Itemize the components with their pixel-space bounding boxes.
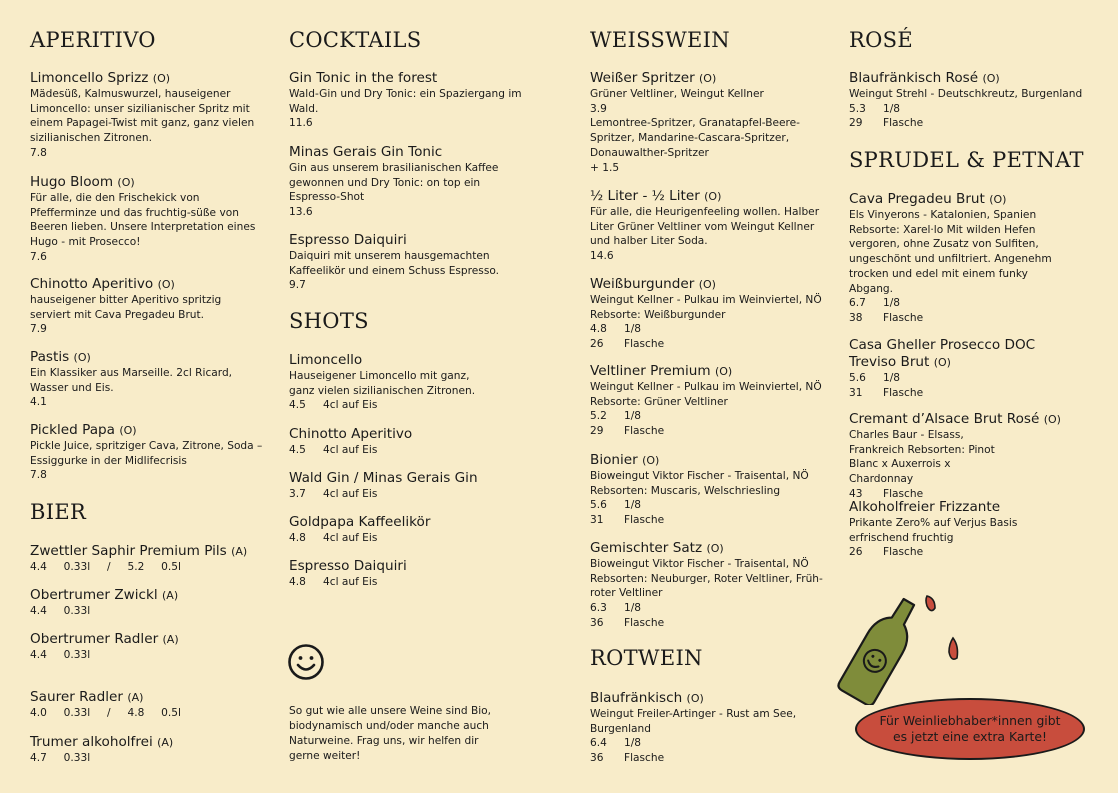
item-tag: (O): [714, 365, 733, 378]
item-description: Pickle Juice, spritziger Cava, Zitrone, Soda – Essiggurke in der Midlifecrisis: [30, 440, 263, 467]
menu-item: [590, 188, 830, 264]
glass-unit: 1/8: [624, 602, 642, 615]
item-description: Weingut Freiler-Artinger - Rust am See, Burgenland: [590, 708, 797, 735]
bottle-unit: Flasche: [624, 338, 665, 351]
bottle-price: 31: [849, 386, 863, 399]
item-tag: (O): [152, 72, 171, 85]
item-name: ½ Liter - ½ Liter: [590, 188, 700, 204]
item-price: 11.6: [289, 117, 313, 130]
item-name: Chinotto Aperitivo: [289, 426, 413, 442]
wine-bottle-illustration: [835, 590, 975, 705]
item-size: 4cl auf Eis: [323, 399, 378, 412]
menu-item: [30, 689, 265, 721]
item-tag: (O): [119, 424, 137, 437]
item-tag: (O): [704, 190, 722, 203]
glass-price: 5.6: [590, 499, 607, 512]
item-description: Für alle, die Heurigenfeeling wollen. Halber Liter Grüner Veltliner vom Weingut Kellner und halber Liter Soda.: [590, 206, 820, 248]
section-title-bier: BIER: [30, 500, 87, 524]
item-tag: (O): [933, 356, 951, 369]
item-name: Goldpapa Kaffeelikör: [289, 514, 431, 530]
item-name: Espresso Daiquiri: [289, 558, 407, 574]
menu-item: [849, 499, 1094, 560]
menu-item: [289, 426, 529, 458]
menu-item: [849, 337, 1094, 400]
item-price: 4.1: [30, 396, 47, 409]
item-name: Zwettler Saphir Premium Pils: [30, 543, 227, 559]
menu-item: [30, 587, 265, 619]
bottle-price: 29: [849, 117, 863, 130]
item-description: Ein Klassiker aus Marseille. 2cl Ricard, Wasser und Eis.: [30, 367, 233, 394]
item-tag: (A): [162, 589, 179, 602]
menu-item: [289, 144, 529, 220]
glass-unit: 1/8: [883, 102, 901, 115]
item-description: Els Vinyerons - Katalonien, Spanien Rebsorte: Xarel·lo Mit wilden Hefen vergoren, ohne Zusatz von Sulfiten, ungeschönt und unfiltriert. Angenehm trocken und edel mit einem funky Abgang.: [849, 209, 1052, 295]
item-tag: (O): [698, 278, 716, 291]
menu-item: [590, 70, 830, 175]
bottle-price: 36: [590, 752, 604, 765]
glass-unit: 1/8: [624, 410, 642, 423]
item-tag: (O): [989, 193, 1007, 206]
menu-item: [849, 411, 1094, 502]
glass-price: 4.8: [590, 323, 607, 336]
item-name: Hugo Bloom: [30, 174, 114, 190]
item-description: Mädesüß, Kalmuswurzel, hauseigener Limoncello: unser sizilianischer Spritz mit einem Papagei-Twist mit ganz, ganz vielen sizilianischen Zitronen.: [30, 88, 255, 145]
item-size: 4cl auf Eis: [323, 444, 378, 456]
item-description: Weingut Kellner - Pulkau im Weinviertel, NÖ: [590, 294, 822, 306]
bottle-unit: Flasche: [883, 546, 924, 559]
glass-price: 6.4: [590, 737, 607, 750]
item-price: 4.4 0.33l / 5.2 0.5l: [30, 561, 181, 573]
glass-price: 5.3: [849, 102, 866, 115]
menu-item: [289, 70, 529, 131]
section-title-weisswein: WEISSWEIN: [590, 28, 730, 52]
wine-card-callout: [855, 698, 1085, 760]
item-name: Alkoholfreier Frizzante: [849, 499, 1001, 515]
glass-unit: 1/8: [624, 499, 642, 512]
menu-item: [289, 514, 529, 546]
item-size: 4cl auf Eis: [323, 488, 378, 500]
item-description: Wald-Gin und Dry Tonic: ein Spaziergang im Wald.: [289, 88, 522, 115]
item-price: 13.6: [289, 206, 313, 219]
item-price: 3.7: [289, 488, 306, 500]
menu-item: [30, 70, 265, 161]
item-name: Obertrumer Radler: [30, 631, 159, 647]
item-name: Blaufränkisch: [590, 690, 683, 706]
bottle-unit: Flasche: [624, 616, 665, 629]
glass-price: 6.7: [849, 297, 866, 310]
bottle-unit: Flasche: [883, 386, 924, 399]
item-name: Veltliner Premium: [590, 363, 711, 379]
item-price: 9.7: [289, 279, 306, 292]
menu-item: [289, 352, 529, 413]
section-title-sprudel: SPRUDEL & PETNAT: [849, 148, 1084, 172]
item-tag: (O): [642, 454, 660, 467]
menu-item: [289, 232, 529, 293]
item-tag: (O): [982, 72, 1000, 85]
menu-item: [30, 631, 265, 663]
item-tag: (A): [157, 736, 174, 749]
bottle-price: 29: [590, 425, 604, 438]
glass-unit: 1/8: [883, 372, 901, 384]
item-size: 4cl auf Eis: [323, 576, 378, 588]
item-tag: (O): [73, 351, 91, 364]
bottle-unit: Flasche: [883, 117, 924, 130]
item-description: Gin aus unserem brasilianischen Kaffee gewonnen und Dry Tonic: on top ein Espresso-Shot: [289, 162, 499, 204]
item-description: Für alle, die den Frischekick von Pfefferminze und das fruchtig-süße von Beeren lieben. Unsere Interpretation eines Hugo - mit Prosecco!: [30, 192, 256, 249]
menu-item: [30, 543, 265, 575]
menu-item: [590, 452, 830, 528]
item-name: Trumer alkoholfrei: [30, 734, 153, 750]
menu-item: [849, 70, 1094, 131]
menu-item: [289, 470, 529, 502]
menu-item: [30, 174, 265, 265]
item-name: Gin Tonic in the forest: [289, 70, 438, 86]
item-description: Charles Baur - Elsass, Frankreich Rebsorten: Pinot Blanc x Auxerrois x Chardonnay: [849, 429, 995, 486]
glass-unit: 1/8: [624, 737, 642, 750]
item-description: Bioweingut Viktor Fischer - Traisental, NÖ: [590, 558, 809, 570]
item-description: hauseigener bitter Aperitivo spritzig serviert mit Cava Pregadeu Brut.: [30, 294, 222, 321]
item-tag: (O): [706, 542, 724, 555]
menu-item: [30, 276, 265, 337]
glass-price: 5.2: [590, 410, 607, 423]
item-description-extra: Lemontree-Spritzer, Granatapfel-Beere-Spritzer, Mandarine-Cascara-Spritzer, Donauwalther-Spritzer: [590, 117, 800, 159]
item-price: 7.8: [30, 146, 47, 159]
item-name: Weißburgunder: [590, 276, 695, 292]
item-name: Espresso Daiquiri: [289, 232, 407, 248]
section-title-shots: SHOTS: [289, 309, 369, 333]
item-tag: (O): [1043, 413, 1061, 426]
menu-item: [590, 690, 830, 766]
item-price: 4.8: [289, 532, 306, 544]
item-name: Limoncello: [289, 352, 363, 368]
item-price: 7.8: [30, 469, 47, 482]
menu-item: [30, 349, 265, 410]
item-tag: (A): [162, 633, 179, 646]
bottle-unit: Flasche: [624, 514, 665, 527]
item-name: Cremant d’Alsace Brut Rosé: [849, 411, 1040, 427]
item-price: 7.9: [30, 323, 47, 336]
bottle-price: 38: [849, 311, 863, 324]
item-name: Saurer Radler: [30, 689, 123, 705]
item-price: 4.4 0.33l: [30, 605, 91, 617]
glass-unit: 1/8: [624, 323, 642, 336]
section-title-rose: ROSÉ: [849, 28, 913, 52]
smiley-icon: [287, 643, 327, 683]
menu-item: [590, 540, 830, 631]
item-name: Gemischter Satz: [590, 540, 703, 556]
item-price: 3.9: [590, 102, 607, 115]
bio-note: So gut wie alle unsere Weine sind Bio, biodynamisch und/oder manche auch Naturweine. Frag uns, wir helfen dir gerne weiter!: [289, 705, 492, 762]
item-description: Weingut Strehl - Deutschkreutz, Burgenland: [849, 88, 1083, 100]
item-name: Casa Gheller Prosecco DOC Treviso Brut: [849, 337, 1036, 370]
item-grape: Rebsorte: Weißburgunder: [590, 308, 726, 321]
item-name: Obertrumer Zwickl: [30, 587, 158, 603]
item-price: 7.6: [30, 250, 47, 263]
wine-card-callout-text: Für Weinliebhaber*innen gibt es jetzt eine extra Karte!: [879, 713, 1061, 744]
item-name: Cava Pregadeu Brut: [849, 191, 985, 207]
item-description: Bioweingut Viktor Fischer - Traisental, NÖ: [590, 470, 809, 482]
menu-item: [849, 191, 1094, 326]
menu-item: [30, 422, 265, 483]
item-description: Hauseigener Limoncello mit ganz, ganz vielen sizilianischen Zitronen.: [289, 370, 476, 397]
item-price: 4.4 0.33l: [30, 649, 91, 661]
item-name: Limoncello Sprizz: [30, 70, 149, 86]
item-price: 4.5: [289, 399, 306, 412]
glass-price: 6.3: [590, 602, 607, 615]
item-tag: (A): [127, 691, 144, 704]
menu-item: [590, 363, 830, 439]
bottle-unit: Flasche: [883, 311, 924, 324]
item-price-extra: + 1.5: [590, 161, 620, 174]
bottle-unit: Flasche: [624, 425, 665, 438]
item-name: Pastis: [30, 349, 70, 365]
item-description: Weingut Kellner - Pulkau im Weinviertel, NÖ: [590, 381, 822, 393]
item-price: 4.0 0.33l / 4.8 0.5l: [30, 707, 181, 719]
bottle-price: 26: [590, 338, 604, 351]
item-name: Minas Gerais Gin Tonic: [289, 144, 443, 160]
item-description: Grüner Veltliner, Weingut Kellner: [590, 88, 764, 100]
item-tag: (A): [231, 545, 248, 558]
bottle-price: 26: [849, 546, 863, 559]
item-name: Chinotto Aperitivo: [30, 276, 154, 292]
item-grape: Rebsorten: Neuburger, Roter Veltliner, Früh-roter Veltliner: [590, 572, 823, 600]
glass-price: 5.6: [849, 372, 866, 384]
item-grape: Rebsorte: Grüner Veltliner: [590, 395, 728, 408]
bottle-unit: Flasche: [883, 487, 924, 500]
bottle-price: 36: [590, 616, 604, 629]
section-title-rotwein: ROTWEIN: [590, 646, 703, 670]
item-name: Bionier: [590, 452, 638, 468]
item-name: Weißer Spritzer: [590, 70, 695, 86]
item-price: 14.6: [590, 250, 614, 263]
item-price: 4.8: [289, 576, 306, 588]
item-tag: (O): [117, 176, 135, 189]
bottle-unit: Flasche: [624, 752, 665, 765]
glass-unit: 1/8: [883, 297, 901, 310]
item-description: Daiquiri mit unserem hausgemachten Kaffeelikör und einem Schuss Espresso.: [289, 250, 499, 277]
menu-item: [289, 558, 529, 590]
item-tag: (O): [686, 692, 704, 705]
item-name: Pickled Papa: [30, 422, 115, 438]
item-tag: (O): [157, 278, 175, 291]
item-size: 4cl auf Eis: [323, 532, 378, 544]
item-grape: Rebsorten: Muscaris, Welschriesling: [590, 484, 781, 497]
menu-item: [30, 734, 265, 766]
item-price: 4.5: [289, 444, 306, 456]
item-price: 4.7 0.33l: [30, 752, 91, 764]
bottle-price: 43: [849, 487, 863, 500]
item-description: Prikante Zero% auf Verjus Basis erfrischend fruchtig: [849, 517, 1018, 544]
section-title-aperitivo: APERITIVO: [30, 28, 156, 52]
section-title-cocktails: COCKTAILS: [289, 28, 422, 52]
item-name: Wald Gin / Minas Gerais Gin: [289, 470, 478, 486]
item-tag: (O): [699, 72, 717, 85]
bottle-price: 31: [590, 514, 604, 527]
item-name: Blaufränkisch Rosé: [849, 70, 979, 86]
menu-item: [590, 276, 830, 352]
